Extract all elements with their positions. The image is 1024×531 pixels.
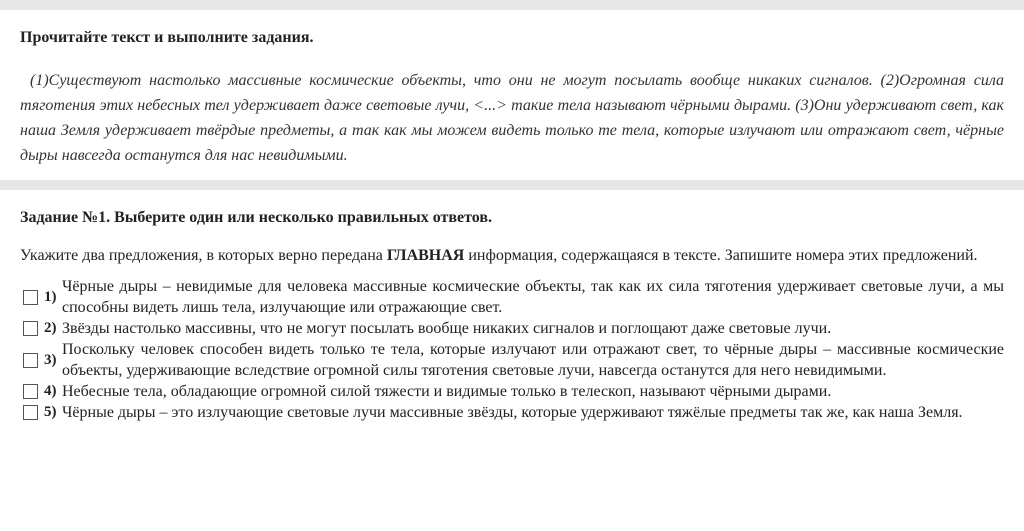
answer-option-5[interactable] — [20, 402, 1004, 423]
answer-option-3[interactable] — [20, 339, 1004, 381]
task-title: Задание №1. Выберите один или несколько правильных ответов. — [20, 209, 493, 226]
option-4-number: 4) — [44, 383, 57, 399]
option-3-checkbox[interactable] — [23, 353, 38, 368]
option-1-checkbox[interactable] — [23, 290, 38, 305]
task-desc-after: информация, содержащаяся в тексте. Запишите номера этих предложений. — [464, 247, 978, 264]
task-description — [20, 227, 1004, 266]
instruction-heading: Прочитайте текст и выполните задания. — [20, 29, 314, 46]
answer-option-1[interactable] — [20, 276, 1004, 318]
option-5-text: Чёрные дыры – это излучающие световые лучи массивные звёзды, которые удерживают тяжёлые предметы так же, как наша Земля. — [62, 404, 963, 421]
option-1-number: 1) — [44, 288, 57, 305]
option-2-number: 2) — [44, 320, 57, 336]
answer-option-4[interactable] — [20, 381, 1004, 402]
answer-options — [20, 276, 1004, 423]
option-5-checkbox[interactable] — [23, 405, 38, 420]
option-2-checkbox[interactable] — [23, 321, 38, 336]
option-3-number: 3) — [44, 351, 57, 368]
option-4-checkbox[interactable] — [23, 384, 38, 399]
task-card — [0, 190, 1024, 423]
text-card — [0, 10, 1024, 168]
option-2-text: Звёзды настолько массивны, что не могут посылать вообще никаких сигналов и поглощают даже световые лучи. — [62, 320, 832, 337]
top-band — [0, 0, 1024, 10]
option-3-text: Поскольку человек способен видеть только те тела, которые излучают или отражают свет, то чёрные дыры – массивные космические объекты, удерживающие вследствие огромной силы тяготения световые лучи, навсегда останутся для него невидимыми. — [62, 341, 1004, 379]
option-4-text: Небесные тела, обладающие огромной силой тяжести и видимые только в телескоп, называют чёрными дырами. — [62, 383, 832, 400]
reading-passage: (1)Существуют настолько массивные космические объекты, что они не могут посылать вообще никаких сигналов. (2)Огромная сила тяготения этих небесных тел удерживает даже световые лучи, <...> такие тела называют чёрными дырами. (3)Они удерживают свет, как наша Земля удерживает твёрдые предметы, а так как мы можем видеть только те тела, которые излучают или отражают свет, чёрные дыры навсегда останутся для нас невидимыми. — [20, 72, 1004, 164]
option-5-number: 5) — [44, 404, 57, 420]
option-1-text: Чёрные дыры – невидимые для человека массивные космические объекты, так как их сила тяготения удерживает световые лучи, а мы способны видеть лишь тела, излучающие или отражающие свет. — [62, 278, 1004, 316]
section-divider — [0, 180, 1024, 190]
task-desc-emphasis: ГЛАВНАЯ — [386, 247, 465, 264]
task-desc-before: Укажите два предложения, в которых верно передана — [20, 247, 387, 264]
answer-option-2[interactable] — [20, 318, 1004, 339]
